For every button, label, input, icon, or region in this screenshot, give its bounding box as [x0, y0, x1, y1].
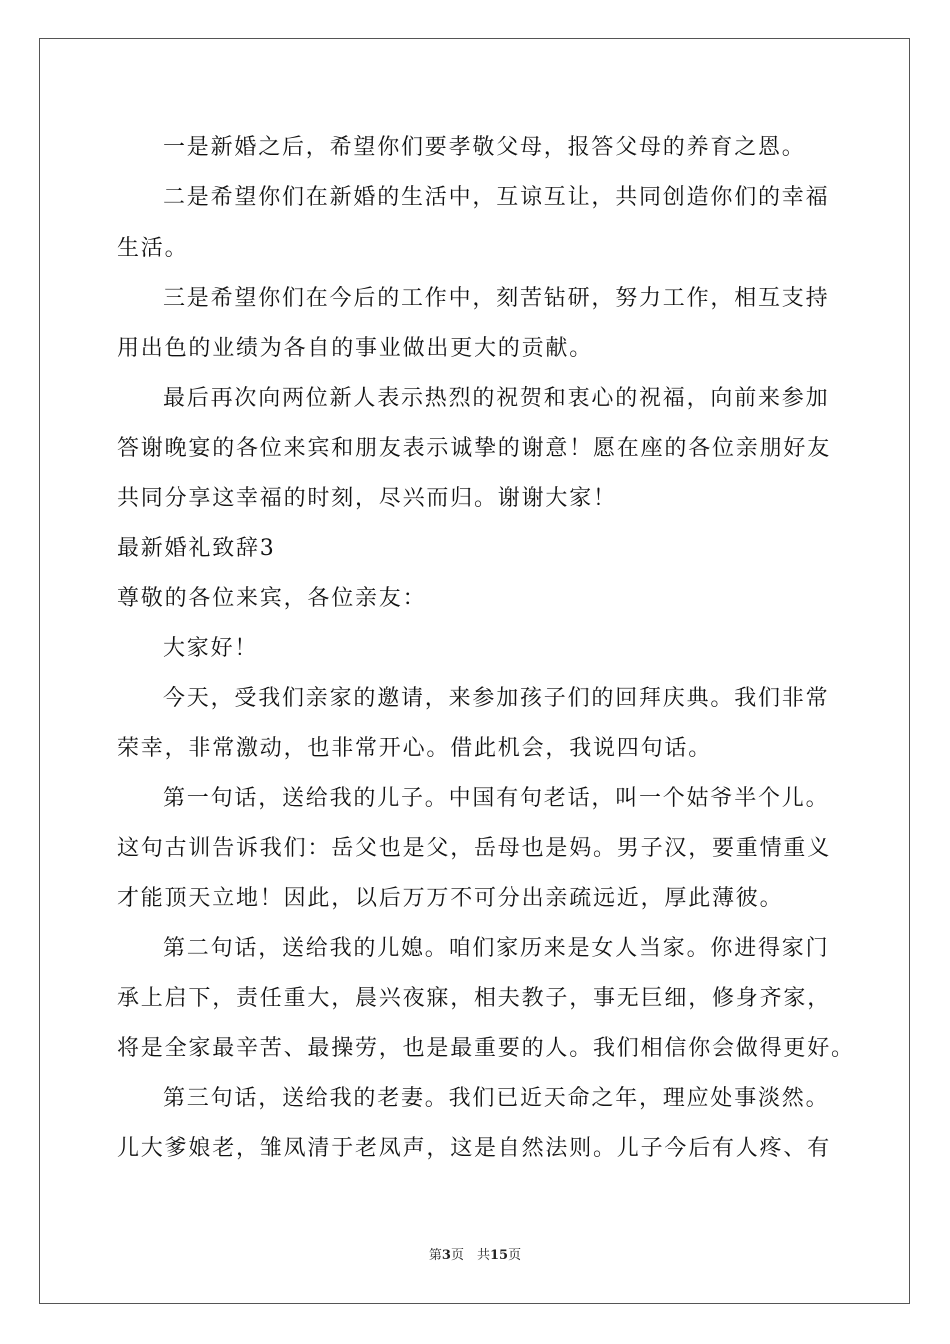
- greeting-line: 大家好！: [163, 636, 259, 661]
- paragraph-line: 最后再次向两位新人表示热烈的祝贺和衷心的祝福，向前来参加: [163, 386, 830, 411]
- paragraph-line: 三是希望你们在今后的工作中，刻苦钻研，努力工作，相互支持: [163, 286, 830, 311]
- paragraph-line: 这句古训告诉我们：岳父也是父，岳母也是妈。男子汉，要重情重义: [117, 836, 832, 861]
- paragraph-line: 第三句话，送给我的老妻。我们已近天命之年，理应处事淡然。: [163, 1086, 830, 1111]
- paragraph-line: 用出色的业绩为各自的事业做出更大的贡献。: [117, 336, 594, 361]
- paragraph-line: 承上启下，责任重大，晨兴夜寐，相夫教子，事无巨细，修身齐家，: [117, 986, 832, 1011]
- paragraph-line: 一是新婚之后，希望你们要孝敬父母，报答父母的养育之恩。: [163, 135, 806, 160]
- section-heading: 最新婚礼致辞3: [117, 536, 276, 561]
- salutation-line: 尊敬的各位来宾，各位亲友：: [117, 586, 427, 611]
- paragraph-line: 生活。: [117, 236, 189, 261]
- page-suffix: 页: [508, 1248, 522, 1263]
- paragraph-line: 第一句话，送给我的儿子。中国有句老话，叫一个姑爷半个儿。: [163, 786, 830, 811]
- paragraph-line: 才能顶天立地！因此，以后万万不可分出亲疏远近，厚此薄彼。: [117, 886, 784, 911]
- page-mid: 页 共: [450, 1248, 490, 1263]
- paragraph-line: 荣幸，非常激动，也非常开心。借此机会，我说四句话。: [117, 736, 713, 761]
- page-current: 3: [441, 1248, 451, 1263]
- paragraph-line: 共同分享这幸福的时刻，尽兴而归。谢谢大家！: [117, 486, 617, 511]
- page-footer: [0, 1248, 950, 1264]
- paragraph-line: 将是全家最辛苦、最操劳，也是最重要的人。我们相信你会做得更好。: [117, 1036, 855, 1061]
- paragraph-line: 二是希望你们在新婚的生活中，互谅互让，共同创造你们的幸福: [163, 185, 830, 210]
- paragraph-line: 今天，受我们亲家的邀请，来参加孩子们的回拜庆典。我们非常: [163, 686, 830, 711]
- page-frame: [39, 38, 910, 1304]
- page-prefix: 第: [428, 1248, 442, 1263]
- page-total: 15: [489, 1248, 509, 1263]
- paragraph-line: 儿大爹娘老，雏凤清于老凤声，这是自然法则。儿子今后有人疼、有: [117, 1136, 832, 1161]
- paragraph-line: 第二句话，送给我的儿媳。咱们家历来是女人当家。你进得家门: [163, 936, 830, 961]
- paragraph-line: 答谢晚宴的各位来宾和朋友表示诚挚的谢意！愿在座的各位亲朋好友: [117, 436, 832, 461]
